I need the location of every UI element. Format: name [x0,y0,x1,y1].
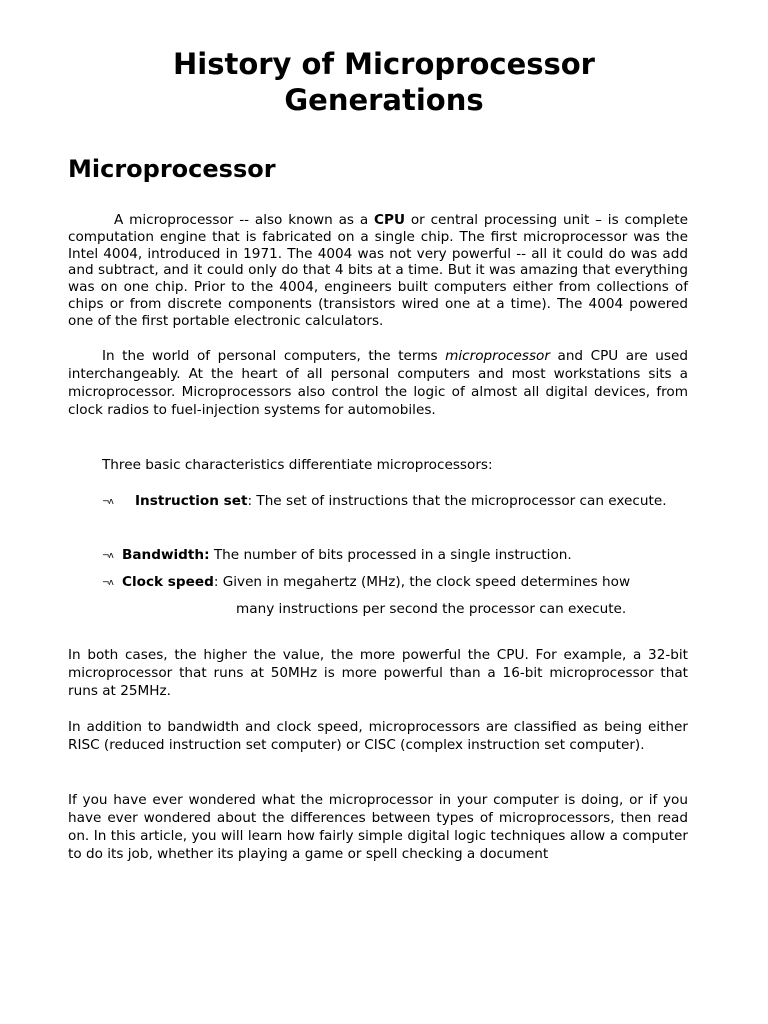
title-line-1: History of Microprocessor [172,47,595,81]
document-title [0,46,768,118]
p2-text-a: In the world of personal computers, the terms [102,348,446,364]
p1-text-a: A microprocessor -- also known as a [114,212,375,228]
p2-term-italic: microprocessor [445,348,550,364]
paragraph-read-on: If you have ever wondered what the microprocessor in your computer is doing, or if you have ever wondered about the differences between types of microprocessors, then read on. In this article, you will learn how fairly simple digital logic techniques allow a computer to do its job, whether its playing a game or spell checking a document [68,792,688,862]
bullet-term: Bandwidth: [122,547,210,563]
bullet-term: Instruction set [135,493,248,509]
bullet-marker-icon: ¬ʌ [102,578,113,588]
paragraph-personal-computers [68,347,688,419]
bullet-text [122,569,692,623]
bullet-line-1 [122,569,692,596]
paragraph-risc-cisc: In addition to bandwidth and clock speed, microprocessors are classified as being either RISC (reduced instruction set computer) or CISC (complex instruction set computer). [68,719,688,753]
paragraph-intro [68,212,688,330]
p1-cpu-bold: CPU [374,212,405,228]
bullet-desc-line-1: : Given in megahertz (MHz), the clock speed determines how [213,574,631,590]
bullet-marker-icon: ¬ʌ [102,551,113,561]
bullet-text [135,488,688,515]
bullet-term: Clock speed [122,574,214,590]
paragraph-characteristics-intro: Three basic characteristics differentiate microprocessors: [102,457,493,473]
p1-text-c: or central processing unit – is complete computation engine that is fabricated on a single chip. The first microprocessor was the Intel 4004, introduced in 1971. The 4004 was not very powerful -- all it could do was add and subtract, and it could only do that 4 bits at a time. But it was amazing that everything was on one chip. Prior to the 4004, engineers built computers either from collections of chips or from discrete components (transistors wired one at a time). The 4004 powered one of the first portable electronic calculators. [68,212,688,329]
bullet-desc: : The set of instructions that the microprocessor can execute. [247,493,667,509]
section-heading: Microprocessor [68,155,276,183]
p2-text-c: and CPU are used interchangeably. At the heart of all personal computers and most workstations sits a microprocessor. Microprocessors also control the logic of almost all digital devices, from clock radios to fuel-injection systems for automobiles. [68,348,688,418]
bullet-marker-icon: ¬ʌ [102,497,113,507]
paragraph-comparison: In both cases, the higher the value, the more powerful the CPU. For example, a 32-bit microprocessor that runs at 50MHz is more powerful than a 16-bit microprocessor that runs at 25MHz. [68,647,688,699]
bullet-desc: The number of bits processed in a single instruction. [209,547,572,563]
bullet-desc-line-2: many instructions per second the processor can execute. [236,601,627,617]
title-line-2: Generations [284,83,484,117]
bullet-text [122,542,688,569]
